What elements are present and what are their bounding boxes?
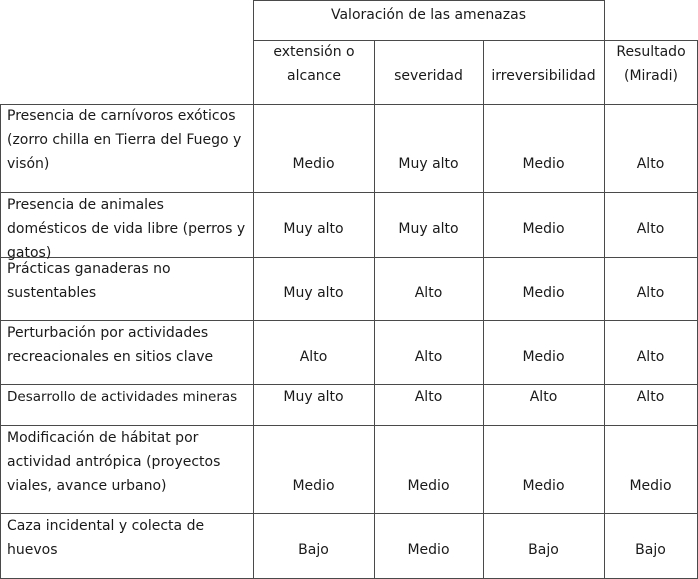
severity-value: Medio	[407, 478, 450, 494]
threat-label: Modificación de hábitat por actividad antrópica (proyectos viales, avance urbano)	[7, 430, 221, 494]
threat-label: Desarrollo de actividades mineras	[7, 389, 238, 405]
extension-value: Muy alto	[283, 389, 344, 405]
header-result: Resultado (Miradi)	[616, 44, 686, 84]
severity-value: Alto	[414, 349, 443, 365]
extension-value: Medio	[292, 156, 335, 172]
irreversibility-value: Alto	[529, 389, 558, 405]
result-value: Alto	[636, 285, 665, 301]
severity-value: Alto	[414, 285, 443, 301]
result-value: Alto	[636, 349, 665, 365]
irreversibility-value: Medio	[522, 156, 565, 172]
result-value: Alto	[636, 221, 665, 237]
threat-label: Prácticas ganaderas no sustentables	[7, 261, 171, 301]
header-extension: extensión o alcance	[273, 44, 355, 84]
result-value: Medio	[629, 478, 672, 494]
threat-label: Caza incidental y colecta de huevos	[7, 518, 205, 558]
grid-line	[253, 0, 604, 1]
extension-value: Muy alto	[283, 221, 344, 237]
result-value: Bajo	[635, 542, 666, 558]
threat-label: Perturbación por actividades recreacionales en sitios clave	[7, 325, 214, 365]
grid-line	[483, 40, 484, 579]
header-irreversibility: irreversibilidad	[491, 68, 596, 84]
irreversibility-value: Medio	[522, 478, 565, 494]
threat-label: Presencia de animales domésticos de vida libre (perros y gatos)	[7, 197, 246, 261]
extension-value: Bajo	[298, 542, 329, 558]
grid-line	[374, 40, 375, 579]
severity-value: Muy alto	[398, 156, 459, 172]
result-value: Alto	[636, 389, 665, 405]
extension-value: Medio	[292, 478, 335, 494]
irreversibility-value: Medio	[522, 221, 565, 237]
header-severity: severidad	[394, 68, 463, 84]
irreversibility-value: Medio	[522, 285, 565, 301]
irreversibility-value: Bajo	[528, 542, 559, 558]
threat-label: Presencia de carnívoros exóticos (zorro chilla en Tierra del Fuego y visón)	[7, 108, 242, 172]
severity-value: Muy alto	[398, 221, 459, 237]
extension-value: Alto	[299, 349, 328, 365]
extension-value: Muy alto	[283, 285, 344, 301]
header-group-title: Valoración de las amenazas	[330, 7, 526, 23]
severity-value: Medio	[407, 542, 450, 558]
result-value: Alto	[636, 156, 665, 172]
grid-line	[0, 104, 1, 579]
severity-value: Alto	[414, 389, 443, 405]
irreversibility-value: Medio	[522, 349, 565, 365]
